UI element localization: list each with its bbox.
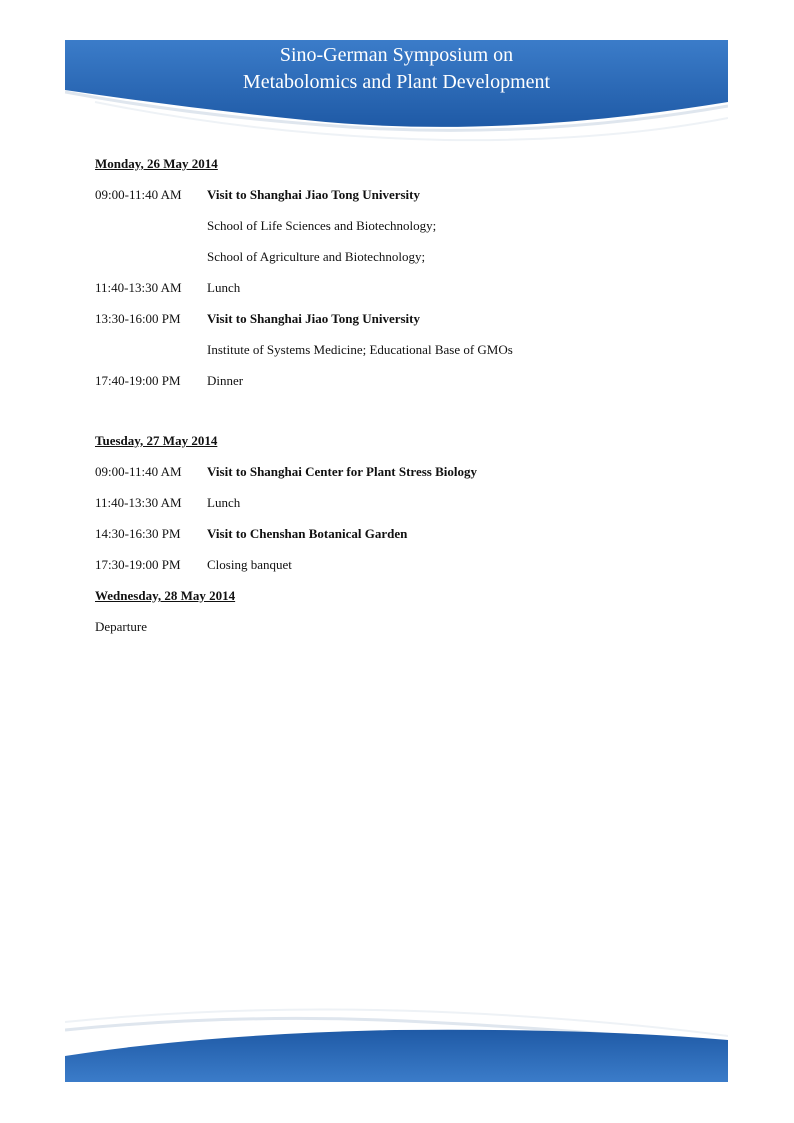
time-slot: 14:30-16:30 PM (95, 526, 181, 541)
schedule-content (95, 154, 735, 648)
schedule-row (95, 278, 735, 309)
day-heading: Wednesday, 28 May 2014 (95, 588, 236, 603)
day-heading: Tuesday, 27 May 2014 (95, 433, 218, 448)
activity: Visit to Shanghai Jiao Tong University (207, 311, 420, 326)
time-slot (95, 247, 207, 278)
activity: Visit to Shanghai Center for Plant Stress Biology (207, 464, 478, 479)
time-slot: 17:40-19:00 PM (95, 373, 181, 388)
schedule-row (95, 185, 735, 216)
activity: Institute of Systems Medicine; Educational Base of GMOs (207, 342, 513, 357)
time-slot (95, 216, 207, 247)
schedule-row (95, 216, 735, 247)
activity: Visit to Chenshan Botanical Garden (207, 526, 408, 541)
activity: Closing banquet (207, 557, 292, 572)
time-slot: 09:00-11:40 AM (95, 187, 182, 202)
page-header-banner (65, 40, 728, 150)
footer-wave-graphic (65, 1000, 728, 1082)
departure-note: Departure (95, 619, 147, 634)
page-footer-banner (65, 1000, 728, 1082)
day-section-wednesday (95, 586, 735, 648)
title-line-2: Metabolomics and Plant Development (242, 71, 551, 93)
activity: Dinner (207, 373, 244, 388)
schedule-row (95, 371, 735, 402)
schedule-row (95, 340, 735, 371)
schedule-row (95, 524, 735, 555)
time-slot: 13:30-16:00 PM (95, 311, 181, 326)
day-heading: Monday, 26 May 2014 (95, 156, 218, 171)
activity: Lunch (207, 280, 241, 295)
schedule-row (95, 247, 735, 278)
schedule-row (95, 555, 735, 586)
activity: School of Life Sciences and Biotechnology; (207, 218, 437, 233)
day-section-monday (95, 154, 735, 402)
time-slot: 11:40-13:30 AM (95, 495, 182, 510)
time-slot (95, 340, 207, 371)
schedule-row (95, 493, 735, 524)
section-spacer (95, 402, 735, 431)
time-slot: 09:00-11:40 AM (95, 464, 182, 479)
time-slot: 11:40-13:30 AM (95, 280, 182, 295)
time-slot: 17:30-19:00 PM (95, 557, 181, 572)
day-section-tuesday (95, 431, 735, 586)
symposium-title (65, 42, 728, 96)
schedule-row (95, 309, 735, 340)
activity: Visit to Shanghai Jiao Tong University (207, 187, 420, 202)
activity: School of Agriculture and Biotechnology; (207, 249, 426, 264)
activity: Lunch (207, 495, 241, 510)
title-line-1: Sino-German Symposium on (279, 44, 514, 66)
schedule-row (95, 462, 735, 493)
